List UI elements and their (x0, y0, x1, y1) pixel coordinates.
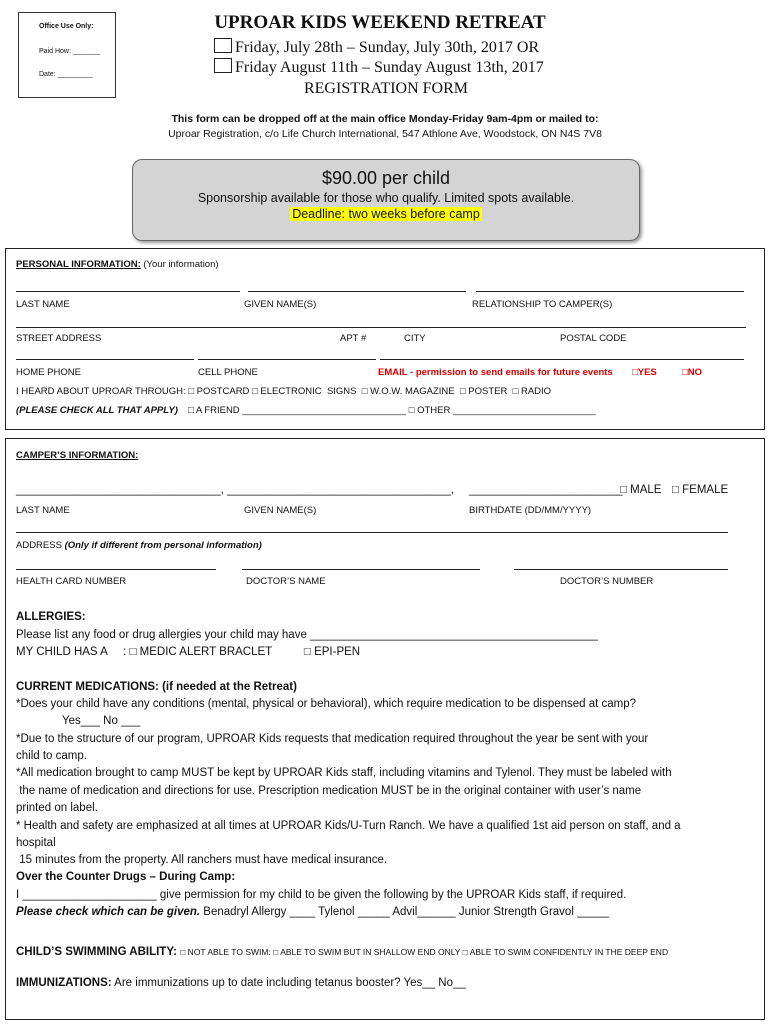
doctor-number-line[interactable] (514, 569, 728, 570)
camper-heading: CAMPER’S INFORMATION: (16, 450, 139, 461)
otc-heading: Over the Counter Drugs – During Camp: (16, 871, 236, 883)
medications-heading: CURRENT MEDICATIONS: (if needed at the Retreat) (16, 681, 297, 693)
last-name-label: LAST NAME (16, 299, 70, 310)
medications-note-3c: printed on label. (16, 802, 98, 814)
swimming-ability[interactable]: CHILD’S SWIMMING ABILITY: □ NOT ABLE TO SWIM: □ ABLE TO SWIM BUT IN SHALLOW END ONLY □ ABLE TO SWIM CONFIDENTLY IN THE DEEP END (16, 946, 669, 958)
sponsorship-note: Sponsorship available for those who qualify. Limited spots available. (197, 191, 575, 205)
medications-note-4b: hospital (16, 837, 56, 849)
page-title: UPROAR KIDS WEEKEND RETREAT (214, 12, 546, 33)
allergies-heading: ALLERGIES: (16, 611, 86, 623)
medications-question: *Does your child have any conditions (mental, physical or behavioral), which require medication to be dispensed at camp? (16, 698, 637, 710)
otc-permission-field[interactable]: I _____________________ give permission for my child to be given the following by the UPROAR Kids staff, if required. (16, 889, 627, 901)
female-checkbox[interactable]: □ FEMALE (672, 484, 729, 496)
street-line[interactable] (16, 327, 746, 328)
medications-note-3a: *All medication brought to camp MUST be kept by UPROAR Kids staff, including vitamins and Tylenol. They must be labeled with (16, 767, 672, 779)
health-card-label: HEALTH CARD NUMBER (16, 576, 127, 587)
home-phone-line[interactable] (16, 359, 194, 360)
personal-heading: PERSONAL INFORMATION: (Your information) (16, 259, 219, 270)
date-option-1[interactable] (214, 38, 594, 57)
otc-options[interactable]: Please check which can be given. Benadryl Allergy ____ Tylenol _____ Advil______ Junior Strength Gravol _____ (16, 906, 610, 918)
camper-address-line[interactable] (16, 532, 728, 533)
date-option-2[interactable] (214, 58, 594, 77)
heard-through-options[interactable]: I HEARD ABOUT UPROAR THROUGH: □ POSTCARD □ ELECTRONIC SIGNS □ W.O.W. MAGAZINE □ POSTER □ RADIO (16, 386, 552, 397)
doctor-name-label: DOCTOR’S NAME (246, 576, 326, 587)
medications-note-2a: *Due to the structure of our program, UPROAR Kids requests that medication required throughout the year be sent with your (16, 733, 649, 745)
last-name-line[interactable] (16, 291, 240, 292)
option2-label: Friday August 11th – Sunday August 13th, 2017 (235, 59, 544, 76)
doctor-name-line[interactable] (242, 569, 480, 570)
price-amount: $90.00 per child (321, 168, 451, 188)
dropoff-text: This form can be dropped off at the main office Monday-Friday 9am-4pm or mailed to: (171, 113, 599, 125)
home-phone-label: HOME PHONE (16, 367, 81, 378)
deadline-note: Deadline: two weeks before camp (292, 207, 480, 221)
check-all-note: (PLEASE CHECK ALL THAT APPLY) (16, 405, 178, 416)
medications-yes-no[interactable]: Yes___ No ___ (62, 715, 141, 727)
camper-info-section (5, 438, 765, 1020)
medications-note-4c: 15 minutes from the property. All ranchers must have medical insurance. (16, 854, 388, 866)
camper-last-name-label: LAST NAME (16, 505, 70, 516)
email-yes-checkbox[interactable]: □YES (632, 367, 657, 378)
camper-name-lines[interactable]: ________________________________, ___________________________________, (16, 484, 455, 496)
cell-phone-label: CELL PHONE (198, 367, 258, 378)
email-line[interactable] (380, 359, 744, 360)
medications-note-4a: * Health and safety are emphasized at all times at UPROAR Kids/U-Turn Ranch. We have a qualified 1st aid person on staff, and a (16, 820, 681, 832)
mailing-address: Uproar Registration, c/o Life Church International, 547 Athlone Ave, Woodstock, ON N4S 7V8 (168, 128, 602, 140)
doctor-number-label: DOCTOR’S NUMBER (560, 576, 654, 587)
form-subtitle: REGISTRATION FORM (303, 80, 468, 97)
birthdate-line[interactable]: ________________________ (469, 484, 623, 496)
office-use-box (18, 12, 116, 98)
relationship-label: RELATIONSHIP TO CAMPER(S) (472, 299, 613, 310)
immunizations-row[interactable]: IMMUNIZATIONS: Are immunizations up to date including tetanus booster? Yes__ No__ (16, 977, 466, 989)
relationship-line[interactable] (476, 291, 744, 292)
health-card-line[interactable] (16, 569, 216, 570)
given-name-label: GIVEN NAME(S) (244, 299, 317, 310)
option2-checkbox[interactable] (214, 58, 232, 73)
cell-phone-line[interactable] (198, 359, 376, 360)
city-label: CITY (404, 333, 426, 344)
email-no-checkbox[interactable]: □NO (682, 367, 702, 378)
postal-label: POSTAL CODE (560, 333, 627, 344)
medications-note-3b: the name of medication and directions for use. Prescription medication MUST be in the original container with user’s name (16, 785, 642, 797)
paid-how-field[interactable]: Paid How: _______ (39, 48, 101, 55)
medic-alert-options[interactable]: MY CHILD HAS A : □ MEDIC ALERT BRACLET □ EPI-PEN (16, 646, 361, 658)
option1-label: Friday, July 28th – Sunday, July 30th, 2017 OR (235, 39, 540, 56)
given-name-line[interactable] (248, 291, 466, 292)
friend-other-options[interactable]: □ A FRIEND _______________________________ □ OTHER ___________________________ (188, 405, 596, 416)
price-box (132, 159, 640, 241)
email-label: EMAIL - permission to send emails for future events (378, 367, 613, 378)
street-label: STREET ADDRESS (16, 333, 102, 344)
camper-address-label: ADDRESS (Only if different from personal information) (16, 540, 262, 551)
medications-note-2b: child to camp. (16, 750, 87, 762)
birthdate-label: BIRTHDATE (DD/MM/YYYY) (469, 505, 592, 516)
personal-info-section (5, 248, 765, 430)
allergies-field[interactable]: Please list any food or drug allergies your child may have _____________________________________________ (16, 629, 598, 641)
date-field[interactable]: Date: _________ (39, 71, 93, 78)
camper-given-name-label: GIVEN NAME(S) (244, 505, 317, 516)
option1-checkbox[interactable] (214, 38, 232, 53)
male-checkbox[interactable]: □ MALE (620, 484, 662, 496)
office-title: Office Use Only: (39, 23, 94, 30)
apt-label: APT # (340, 333, 367, 344)
